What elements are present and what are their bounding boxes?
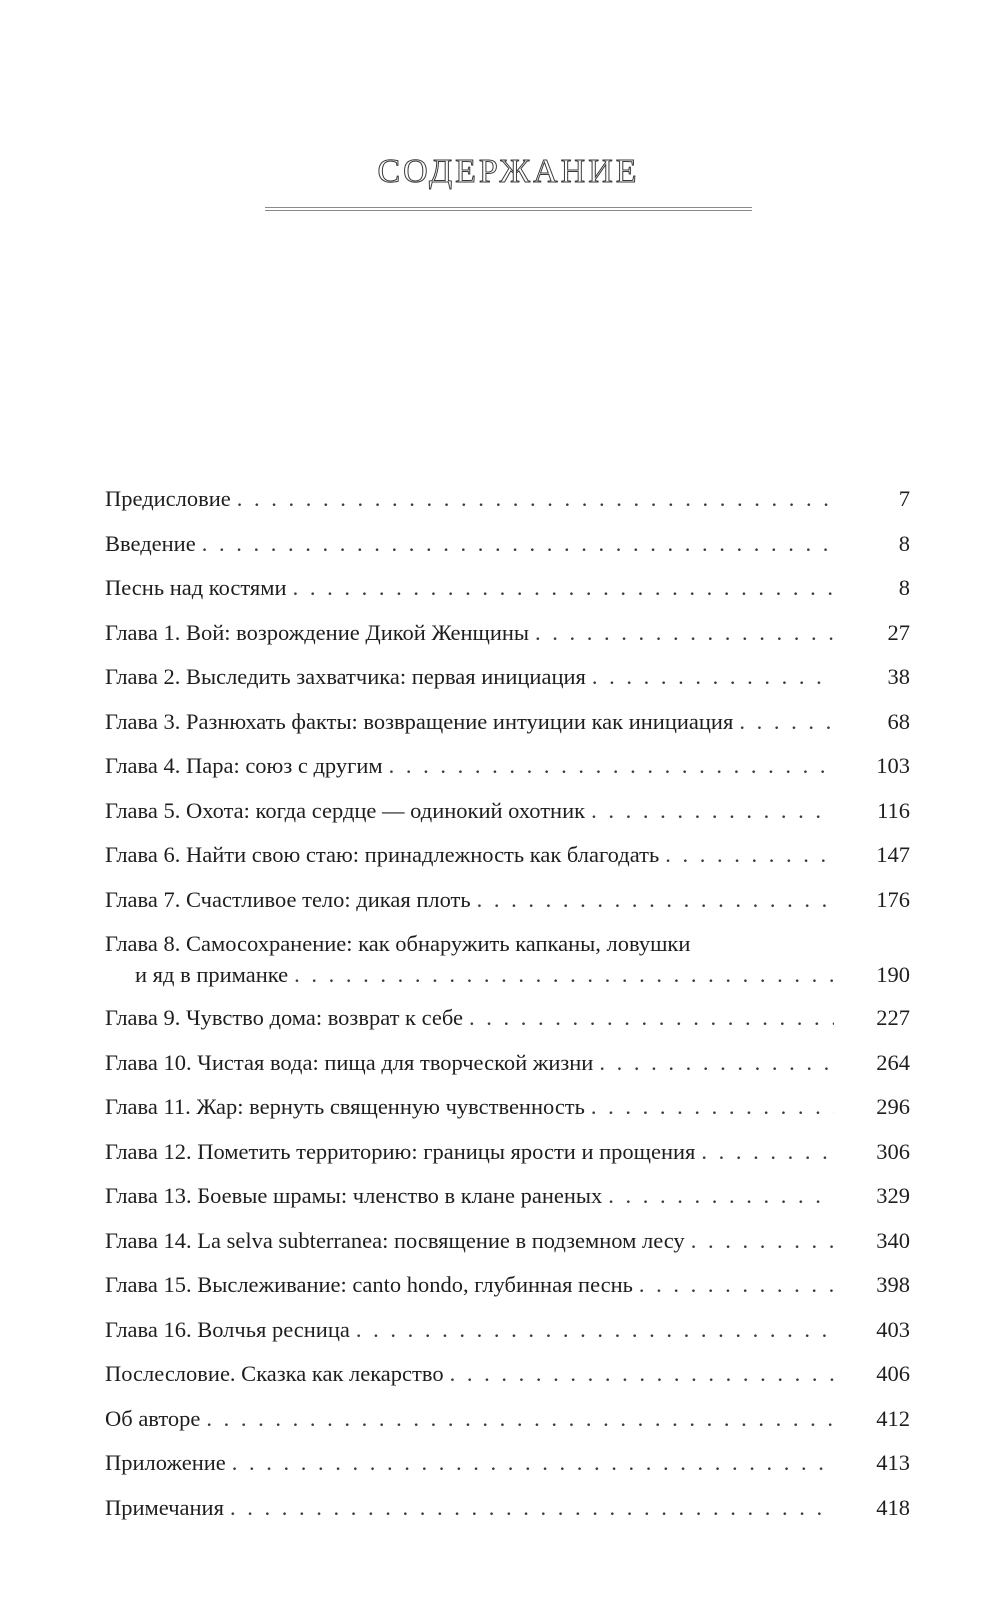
toc-entry-page: 306 [876,1138,910,1164]
dot-leader [477,884,834,915]
toc-entry-title: Глава 5. Охота: когда сердце — одинокий охотник [105,797,586,823]
toc-entry-title: Введение [105,530,196,556]
toc-entry-title: Глава 7. Счастливое тело: дикая плоть [105,886,471,912]
toc-entry-chapter-2[interactable] [105,661,910,692]
toc-entry-song-over-bones[interactable] [105,572,910,603]
toc-entry-title: Глава 3. Разнюхать факты: возвращение интуиции как инициация [105,708,734,734]
toc-entry-afterword[interactable] [105,1358,910,1389]
toc-entry-title: Примечания [105,1494,224,1520]
dot-leader [294,959,834,990]
toc-entry-chapter-16[interactable] [105,1314,910,1345]
toc-entry-title: Послесловие. Сказка как лекарство [105,1361,444,1386]
toc-entry-page: 147 [876,842,910,867]
toc-entry-chapter-15[interactable] [105,1269,910,1300]
dot-leader [691,1225,834,1256]
toc-entry-title: Глава 9. Чувство дома: возврат к себе [105,1005,464,1030]
toc-entry-page: 418 [876,1494,910,1520]
toc-entry-title: Глава 10. Чистая вода: пища для творческой жизни [105,1049,594,1075]
toc-entry-title: Глава 4. Пара: союз с другим [105,753,383,778]
dot-leader [599,1047,834,1078]
toc-entry-introduction[interactable] [105,528,910,559]
dot-leader [592,661,834,692]
toc-entry-chapter-7[interactable] [105,884,910,915]
toc-entry-title-continuation: и яд в приманке [135,962,289,987]
toc-entry-title: Песнь над костями [105,575,287,600]
toc-entry-title: Приложение [105,1450,226,1475]
toc-entry-page: 8 [898,530,910,556]
toc-entry-chapter-13[interactable] [105,1180,910,1211]
dot-leader [450,1358,834,1389]
toc-entry-title: Об авторе [105,1405,201,1431]
toc-entry-page: 116 [877,797,910,823]
toc-entry-page: 264 [876,1049,910,1075]
toc-entry-about-author[interactable] [105,1403,910,1434]
toc-entry-title: Глава 11. Жар: вернуть священную чувственность [105,1094,585,1119]
toc-entry-title: Глава 16. Волчья ресница [105,1316,350,1342]
toc-entry-title: Глава 12. Пометить территорию: границы ярости и прощения [105,1138,696,1164]
table-of-contents [105,483,910,1536]
dot-leader [356,1314,834,1345]
dot-leader [701,1136,834,1167]
toc-entry-page: 296 [876,1094,910,1119]
toc-entry-chapter-3[interactable] [105,706,910,737]
toc-entry-appendix[interactable] [105,1447,910,1478]
dot-leader [608,1180,834,1211]
toc-entry-chapter-9[interactable] [105,1002,910,1033]
toc-entry-chapter-5[interactable] [105,795,910,826]
toc-entry-page: 412 [876,1405,910,1431]
toc-entry-page: 68 [887,708,910,734]
dot-leader [665,839,834,870]
dot-leader [639,1269,834,1300]
toc-entry-page: 7 [898,486,910,511]
toc-entry-title: Глава 15. Выслеживание: canto hondo, глубинная песнь [105,1272,633,1297]
dot-leader [237,483,834,514]
toc-entry-chapter-11[interactable] [105,1091,910,1122]
toc-entry-chapter-12[interactable] [105,1136,910,1167]
toc-entry-title: Глава 2. Выследить захватчика: первая инициация [105,664,586,689]
dot-leader [739,706,834,737]
toc-entry-notes[interactable] [105,1492,910,1523]
toc-entry-page: 27 [887,619,910,645]
toc-entry-page: 38 [887,664,910,689]
toc-entry-title: Глава 8. Самосохранение: как обнаружить капканы, ловушки [105,931,691,956]
toc-entry-title: Глава 14. La selva subterranea: посвящение в подземном лесу [105,1227,685,1253]
toc-entry-page: 190 [876,962,910,987]
dot-leader [293,572,834,603]
toc-entry-chapter-6[interactable] [105,839,910,870]
toc-entry-chapter-14[interactable] [105,1225,910,1256]
dot-leader [389,750,834,781]
toc-entry-chapter-1[interactable] [105,617,910,648]
dot-leader [230,1492,834,1523]
toc-entry-chapter-10[interactable] [105,1047,910,1078]
toc-entry-page: 413 [876,1450,910,1475]
toc-entry-page: 8 [898,575,910,600]
dot-leader [591,1091,834,1122]
toc-entry-page: 340 [876,1227,910,1253]
toc-entry-title: Глава 6. Найти свою стаю: принадлежность как благодать [105,842,660,867]
toc-entry-page: 329 [876,1183,910,1208]
toc-entry-title: Предисловие [105,486,231,511]
heading-divider [265,207,752,211]
toc-entry-page: 227 [876,1005,910,1030]
toc-entry-title: Глава 13. Боевые шрамы: членство в клане раненых [105,1183,603,1208]
dot-leader [202,528,834,559]
dot-leader [535,617,834,648]
toc-entry-chapter-4[interactable] [105,750,910,781]
dot-leader [206,1403,834,1434]
dot-leader [469,1002,834,1033]
dot-leader [232,1447,834,1478]
toc-entry-page: 403 [876,1316,910,1342]
dot-leader [591,795,834,826]
toc-entry-page: 398 [876,1272,910,1297]
toc-entry-preface[interactable] [105,483,910,514]
toc-entry-page: 103 [876,753,910,778]
heading-block [265,152,752,211]
toc-entry-title: Глава 1. Вой: возрождение Дикой Женщины [105,619,530,645]
page-title: СОДЕРЖАНИЕ [377,153,640,190]
toc-entry-page: 176 [876,886,910,912]
toc-entry-page: 406 [876,1361,910,1386]
toc-entry-chapter-8[interactable] [105,928,910,990]
